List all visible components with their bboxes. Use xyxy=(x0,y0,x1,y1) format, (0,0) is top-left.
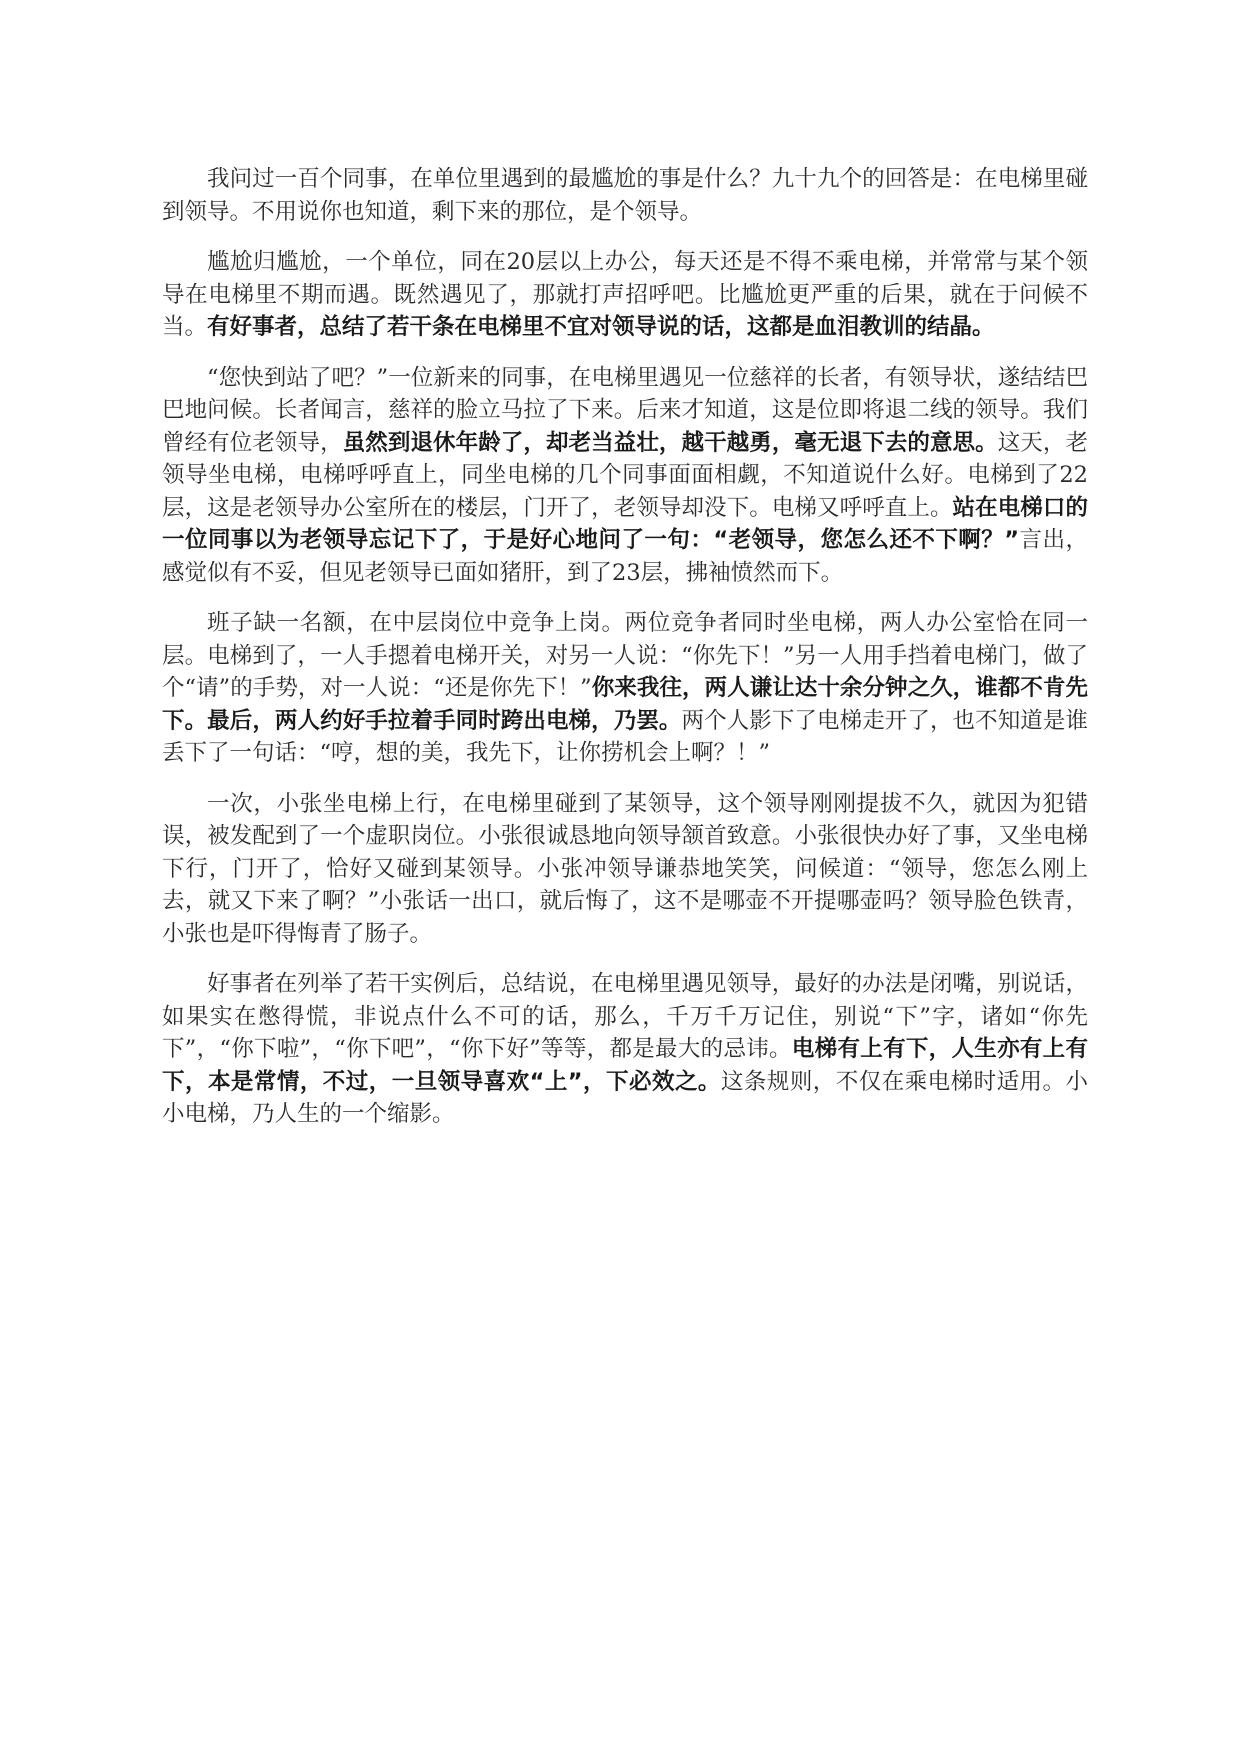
paragraph-bold-text: 虽然到退休年龄了，却老当益壮，越干越勇，毫无退下去的意思。 xyxy=(342,429,998,456)
paragraph-text: 一次，小张坐电梯上行，在电梯里碰到了某领导，这个领导刚刚提拔不久，就因为犯错误，被发配到了一个虚职岗位。小张很诚恳地向领导颔首致意。小张很快办好了事，又坐电梯下行，门开了，恰好又碰到某领导。小张冲领导谦恭地笑笑，问候道：“领导，您怎么刚上去，就又下来了啊？”小张话一出口，就后悔了，这不是哪壶不开提哪壶吗？领导脸色铁青，小张也是吓得悔青了肠子。 xyxy=(162,790,1088,947)
paragraph-text: 这条规则，不仅在乘电梯时适用。小小电梯，乃人生的一个缩影。 xyxy=(162,1068,1088,1127)
paragraph-text: “您快到站了吧？”一位新来的同事，在电梯里遇见一位慈祥的长者，有领导状，遂结结巴巴地问候。长者闻言，慈祥的脸立马拉了下来。后来才知道，这是位即将退二线的领导。我们曾经有位老领导， xyxy=(162,364,1088,456)
paragraph-text: 好事者在列举了若干实例后，总结说，在电梯里遇见领导，最好的办法是闭嘴，别说话，如果实在憋得慌，非说点什么不可的话，那么，千万千万记住，别说“下”字，诸如“你先下”，“你下啦”，“你下吧”，“你下好”等等，都是最大的忌讳。 xyxy=(162,971,1088,1062)
paragraph-bold-text: 你来我往，两人谦让达十余分钟之久，谁都不肯先下。最后，两人约好手拉着手同时跨出电梯，乃罢。 xyxy=(162,675,1088,734)
paragraph-text: 我问过一百个同事，在单位里遇到的最尴尬的事是什么？九十九个的回答是：在电梯里碰到领导。不用说你也知道，剩下来的那位，是个领导。 xyxy=(162,166,1088,225)
paragraph-text: 尴尬归尴尬，一个单位，同在20层以上办公，每天还是不得不乘电梯，并常常与某个领导在电梯里不期而遇。既然遇见了，那就打声招呼吧。比尴尬更严重的后果，就在于问候不当。 xyxy=(162,249,1088,340)
paragraph-2 xyxy=(162,246,1088,344)
paragraph-bold-text: 有好事者，总结了若干条在电梯里不宜对领导说的话，这都是血泪教训的结晶。 xyxy=(207,314,995,340)
paragraph-6 xyxy=(162,968,1088,1131)
paragraph-5 xyxy=(162,788,1088,951)
paragraph-text: 言出，感觉似有不妥，但见老领导已面如猪肝，到了23层，拂袖愤然而下。 xyxy=(162,527,1088,586)
paragraph-text: 这天，老领导坐电梯，电梯呼呼直上，同坐电梯的几个同事面面相觑，不知道说什么好。电梯到了22层，这是老领导办公室所在的楼层，门开了，老领导却没下。电梯又呼呼直上。 xyxy=(162,429,1088,521)
paragraph-4 xyxy=(162,607,1088,770)
paragraph-bold-text: 站在电梯口的一位同事以为老领导忘记下了，于是好心地问了一句：“老领导，您怎么还不下啊？” xyxy=(162,494,1088,553)
paragraph-3 xyxy=(162,362,1088,590)
paragraph-1 xyxy=(162,163,1088,228)
article-body xyxy=(162,163,1088,1149)
paragraph-text: 两个人影下了电梯走开了，也不知道是谁丢下了一句话：“哼，想的美，我先下，让你捞机会上啊？！” xyxy=(162,707,1088,766)
paragraph-bold-text: 电梯有上有下，人生亦有上有下，本是常情，不过，一旦领导喜欢“上”，下必效之。 xyxy=(162,1036,1088,1095)
paragraph-text: 班子缺一名额，在中层岗位中竞争上岗。两位竞争者同时坐电梯，两人办公室恰在同一层。电梯到了，一人手摁着电梯开关，对另一人说：“你先下！”另一人用手挡着电梯门，做了个“请”的手势，对一人说：“还是你先下！” xyxy=(162,610,1088,701)
